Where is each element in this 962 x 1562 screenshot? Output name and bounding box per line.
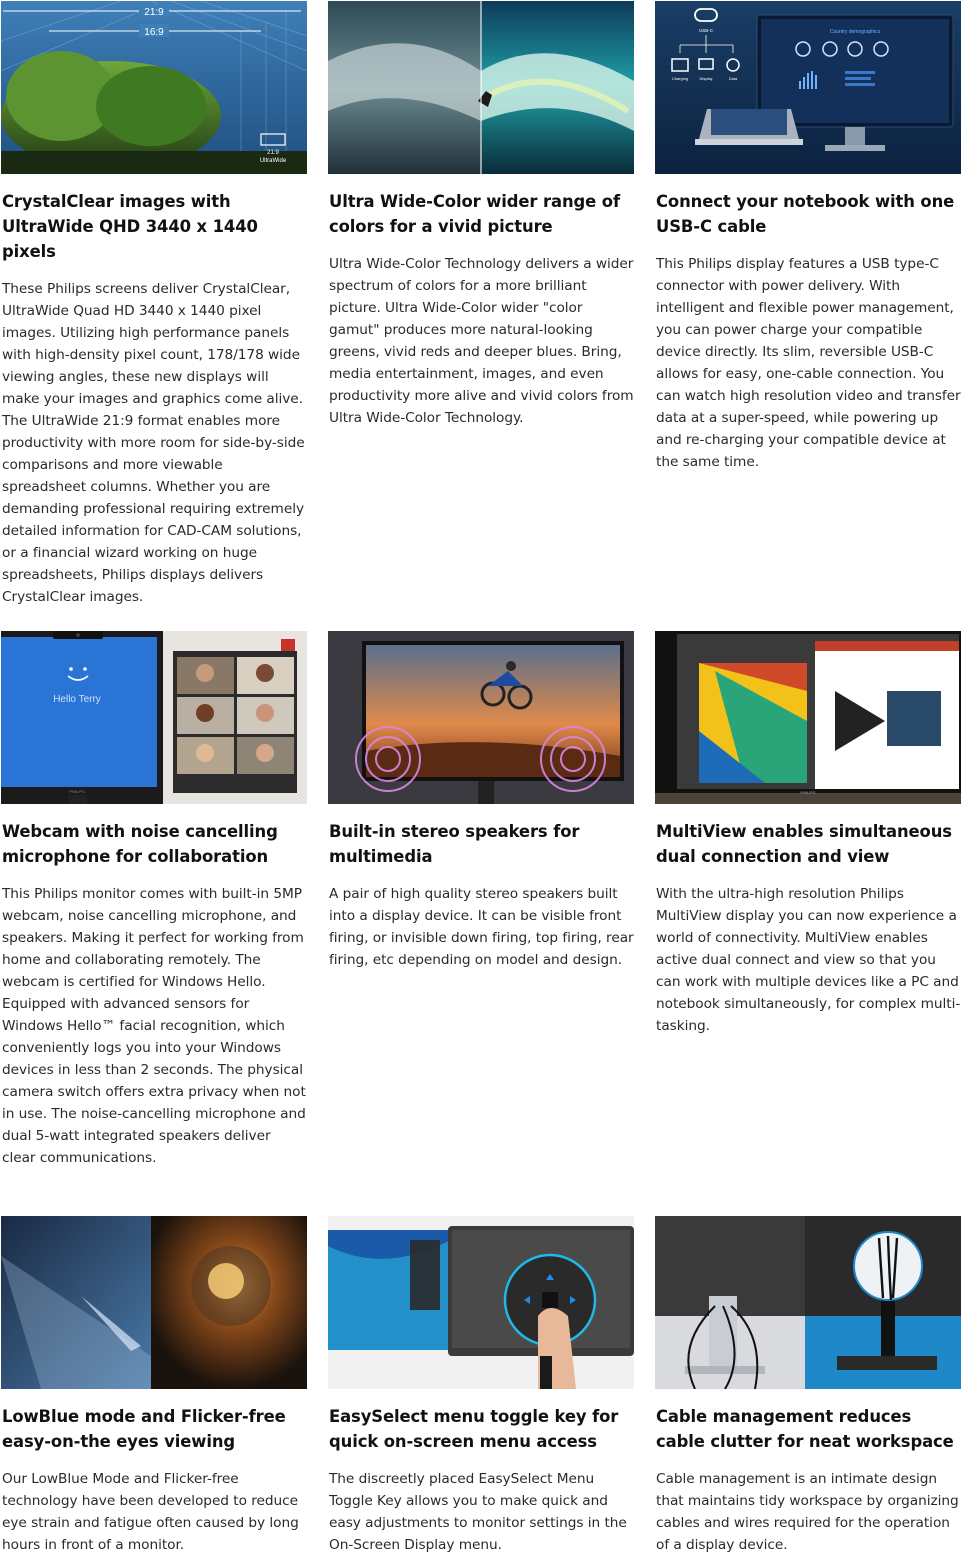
feature-description: With the ultra-high resolution Philips MultiView display you can now experience a world of connectivity. MultiView enables active dual connect and view so that you can work with multiple devices like a PC and notebook simultaneously, for complex multi-tasking. (656, 886, 961, 1034)
feature-title: MultiView enables simultaneous dual connection and view (656, 822, 952, 866)
feature-title: Webcam with noise cancelling microphone for collaboration (2, 822, 278, 866)
feature-image-speakers (328, 631, 634, 804)
feature-title: EasySelect menu toggle key for quick on-screen menu access (329, 1407, 619, 1451)
screen-title: Country demographics (829, 29, 881, 35)
data-label: Data (728, 76, 738, 81)
usb-c-label: USB-C (698, 28, 714, 33)
feature-card-lowblue (1, 1216, 307, 1556)
feature-description: This Philips display features a USB type-C connector with power delivery. With intelligent and flexible power management, you can power charge your compatible device directly. Its slim, reversible USB-C allows for easy, one-cable connection. You can watch high resolution video and transfer data at a super-speed, while powering up and re-charging your compatible device at the same time. (656, 256, 961, 470)
feature-card-easyselect (328, 1216, 634, 1556)
feature-description: Ultra Wide-Color Technology delivers a wider spectrum of colors for a more brilliant picture. Ultra Wide-Color wider "color gamut" produces more natural-looking greens, vivid reds and deeper blues. Bring, media entertainment, images, and even productivity more alive and vivid colors from Ultra Wide-Color Technology. (329, 256, 634, 426)
feature-card-ultra-wide-color (328, 1, 634, 429)
feature-description: This Philips monitor comes with built-in 5MP webcam, noise cancelling microphone, and speakers. Making it perfect for working from home and collaborating remotely. The webcam is certified for Windows Hello. Equipped with advanced sensors for Windows Hello™ facial recognition, which conveniently logs you into your Windows devices in less than 2 seconds. The physical camera switch offers extra privacy when not in use. The noise-cancelling microphone and dual 5-watt integrated speakers deliver clear communications. (2, 886, 306, 1166)
feature-title: Ultra Wide-Color wider range of colors for a vivid picture (329, 192, 620, 236)
charging-label: Charging (671, 76, 689, 81)
feature-description: Our LowBlue Mode and Flicker-free technology have been developed to reduce eye strain and fatigue often caused by long hours in front of a monitor. (2, 1471, 299, 1553)
feature-image-webcam (1, 631, 307, 804)
feature-title: Built-in stereo speakers for multimedia (329, 822, 580, 866)
ultrawide-badge-text: UltraWide (259, 158, 287, 164)
ratio-label-wide: 21:9 (144, 7, 164, 18)
feature-image-crystalclear (1, 1, 307, 174)
feature-image-cable-management (655, 1216, 961, 1389)
feature-card-speakers (328, 631, 634, 971)
hello-greeting: Hello Terry (53, 694, 101, 705)
monitor-brand: PHILIPS (69, 789, 85, 794)
monitor-brand: PHILIPS (800, 790, 816, 795)
ultrawide-badge-ratio: 21:9 (267, 150, 279, 156)
feature-image-multiview (655, 631, 961, 804)
feature-description: These Philips screens deliver CrystalClear, UltraWide Quad HD 3440 x 1440 pixel images. Utilizing high performance panels with high-density pixel count, 178/178 wide viewing angles, these new displays will make your images and graphics come alive. The UltraWide 21:9 format enables more productivity with more room for side-by-side comparisons and more viewable spreadsheet columns. Whether you are demanding professional requiring extremely detailed information for CAD-CAM solutions, or a financial wizard working on huge spreadsheets, Philips displays delivers CrystalClear images. (2, 281, 305, 605)
feature-image-easyselect (328, 1216, 634, 1389)
display-label: Display (699, 76, 713, 81)
feature-card-webcam (1, 631, 307, 1169)
feature-title: Cable management reduces cable clutter for neat workspace (656, 1407, 954, 1451)
feature-card-usb-c (655, 1, 961, 473)
feature-description: The discreetly placed EasySelect Menu Toggle Key allows you to make quick and easy adjustments to monitor settings in the On-Screen Display menu. (329, 1471, 627, 1553)
feature-title: LowBlue mode and Flicker-free easy-on-the eyes viewing (2, 1407, 286, 1451)
feature-card-multiview (655, 631, 961, 1037)
feature-card-cable-management (655, 1216, 961, 1556)
feature-card-crystalclear (1, 1, 307, 608)
feature-image-wave (328, 1, 634, 174)
feature-description: Cable management is an intimate design that maintains tidy workspace by organizing cables and wires required for the operation of a display device. (656, 1471, 959, 1553)
feature-description: A pair of high quality stereo speakers built into a display device. It can be visible front firing, or invisible down firing, top firing, rear firing, etc depending on model and design. (329, 886, 634, 968)
ratio-label-standard: 16:9 (144, 27, 164, 38)
feature-title: CrystalClear images with UltraWide QHD 3440 x 1440 pixels (2, 192, 258, 261)
feature-image-lowblue (1, 1216, 307, 1389)
feature-image-usb-c (655, 1, 961, 174)
feature-title: Connect your notebook with one USB-C cable (656, 192, 955, 236)
